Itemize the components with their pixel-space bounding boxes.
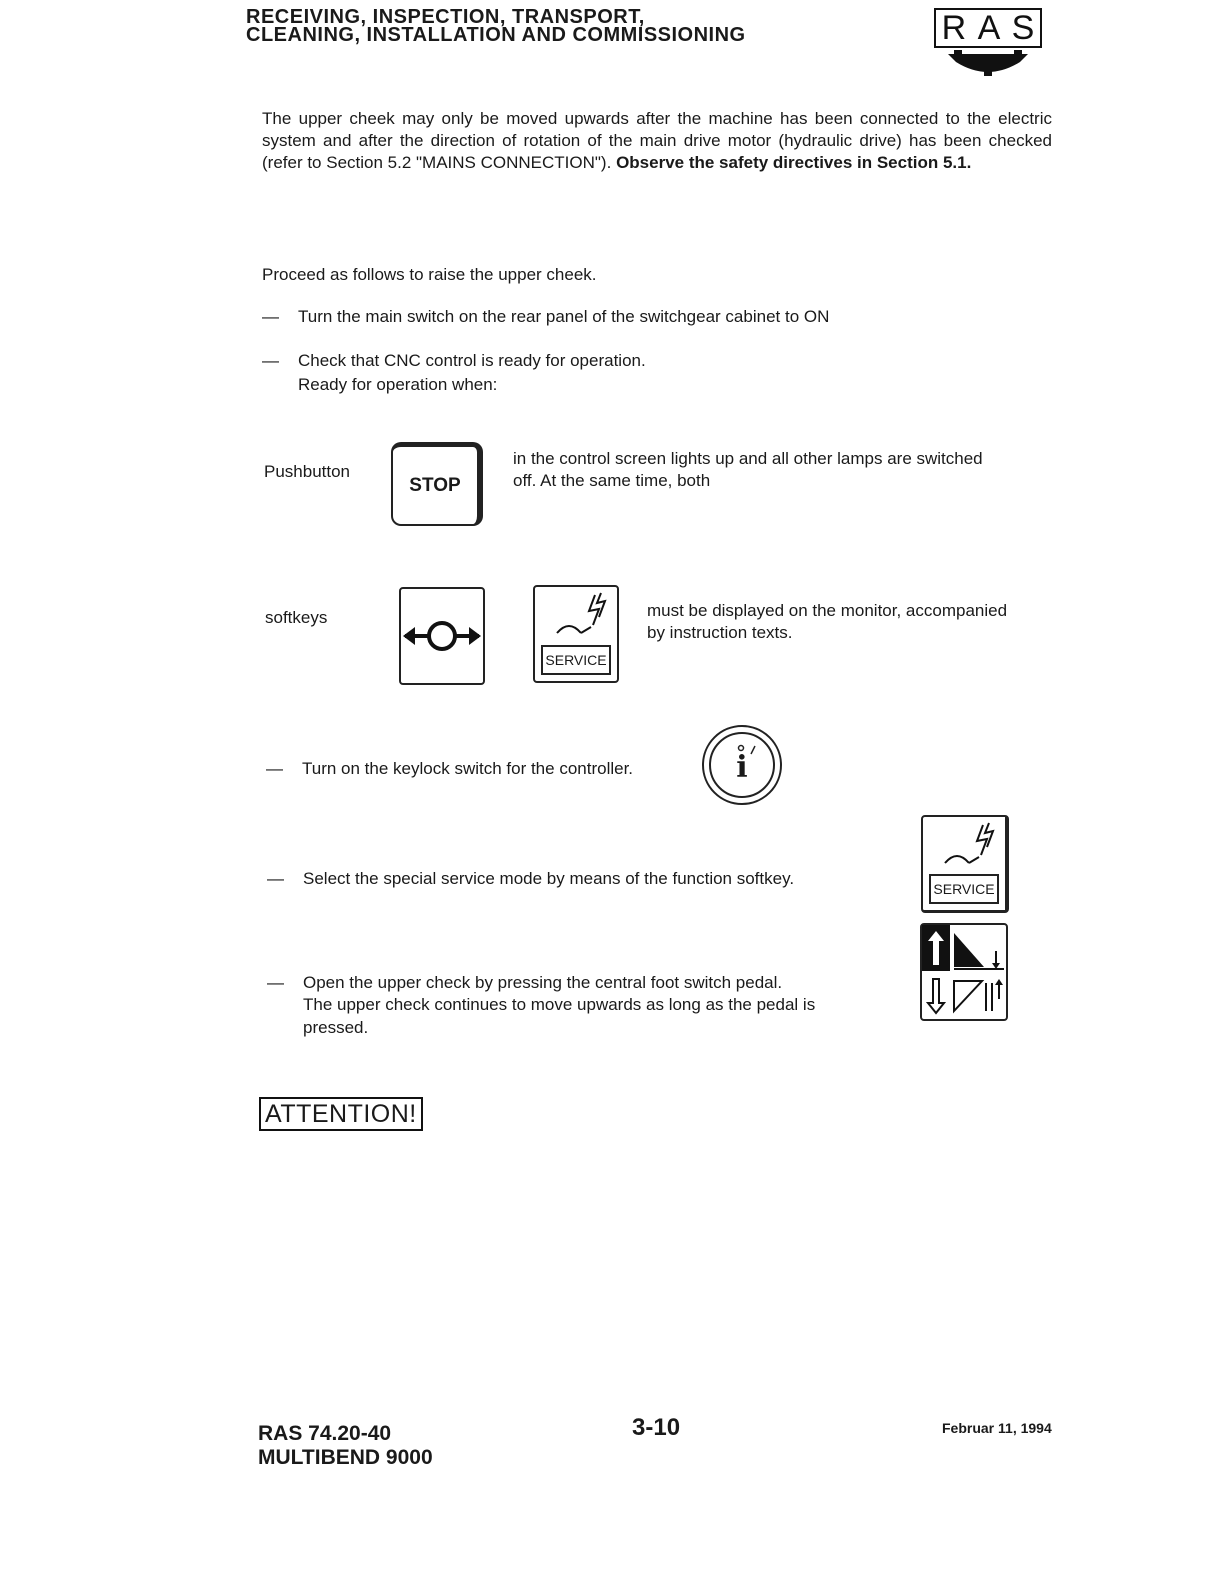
dash-mark: — [267, 869, 284, 888]
keylock-switch-icon [701, 724, 783, 806]
double-arrow-softkey [399, 587, 485, 685]
pushbutton-label: Pushbutton [264, 462, 351, 481]
softkeys-label: softkeys [265, 608, 328, 627]
softkeys-description-line-2: by instruction texts. [647, 623, 793, 642]
service-mode-softkey-label: SERVICE [929, 874, 999, 904]
ras-logo [934, 8, 1046, 80]
keylock-symbol: i [736, 750, 748, 785]
electric-bolt-icon [535, 587, 617, 647]
dash-mark: — [262, 351, 279, 370]
attention-box: ATTENTION! [259, 1097, 423, 1131]
footer-date: Februar 11, 1994 [942, 1420, 1052, 1436]
logo-gear-icon [940, 48, 1036, 80]
footer-left [258, 1422, 433, 1470]
step-main-switch-text: Turn the main switch on the rear panel of the switchgear cabinet to ON [298, 307, 830, 326]
step-foot-pedal-line-2: The upper check continues to move upwards as long as the pedal is [303, 995, 816, 1014]
step-service-mode [267, 868, 867, 892]
step-service-mode-text: Select the special service mode by means of the function softkey. [303, 869, 795, 888]
dash-mark: — [267, 973, 284, 992]
logo-letter-r: R [941, 9, 967, 47]
step-keylock [266, 758, 686, 782]
service-softkey [533, 585, 619, 683]
logo-letter-a: A [977, 9, 1001, 47]
logo-letter-s: S [1011, 9, 1035, 47]
footer-product: MULTIBEND 9000 [258, 1446, 433, 1469]
stop-pushbutton: STOP [391, 442, 483, 526]
step-foot-pedal [267, 972, 887, 1044]
intro-safety-note: Observe the safety directives in Section 5.1. [616, 153, 972, 172]
footer-page-number: 3-10 [632, 1414, 681, 1441]
step-cnc-ready-line-1: Check that CNC control is ready for operation. [298, 351, 646, 370]
footer-doc-number: RAS 74.20-40 [258, 1422, 392, 1445]
upper-cheek-move-key [920, 923, 1008, 1021]
pushbutton-description-line-1: in the control screen lights up and all other lamps are switched [513, 449, 983, 468]
service-softkey-label: SERVICE [541, 645, 611, 675]
step-foot-pedal-line-1: Open the upper check by pressing the central foot switch pedal. [303, 973, 783, 992]
header-title-line-2: CLEANING, INSTALLATION AND COMMISSIONING [246, 24, 746, 46]
softkeys-description [647, 600, 1067, 644]
softkeys-description-line-1: must be displayed on the monitor, accompanied [647, 601, 1008, 620]
intro-paragraph [262, 108, 1052, 174]
pushbutton-description-line-2: off. At the same time, both [513, 471, 711, 490]
intro-text: The upper cheek may only be moved upwards after the machine has been connected to the electric system and after the direction of rotation of the main drive motor (hydraulic drive) has been checked (refer to Section 5.2 "MAINS CONNECTION"). [262, 109, 1052, 172]
electric-bolt-icon [923, 817, 1005, 877]
ras-logo-box [934, 8, 1042, 48]
service-mode-softkey [921, 815, 1009, 913]
pushbutton-description [513, 448, 1053, 492]
dash-mark: — [262, 307, 279, 326]
step-cnc-ready-line-2: Ready for operation when: [298, 375, 498, 394]
step-foot-pedal-line-3: pressed. [303, 1018, 369, 1037]
up-down-cheek-icon [922, 925, 1006, 1019]
step-keylock-text: Turn on the keylock switch for the controller. [302, 759, 634, 778]
proceed-instruction: Proceed as follows to raise the upper cheek. [262, 265, 597, 284]
dash-mark: — [266, 759, 283, 778]
header-title-line-1: RECEIVING, INSPECTION, TRANSPORT, [246, 6, 645, 28]
step-main-switch [262, 306, 1062, 330]
page-header-title [246, 8, 746, 44]
double-arrow-icon [401, 589, 483, 683]
step-cnc-ready [262, 350, 1062, 398]
